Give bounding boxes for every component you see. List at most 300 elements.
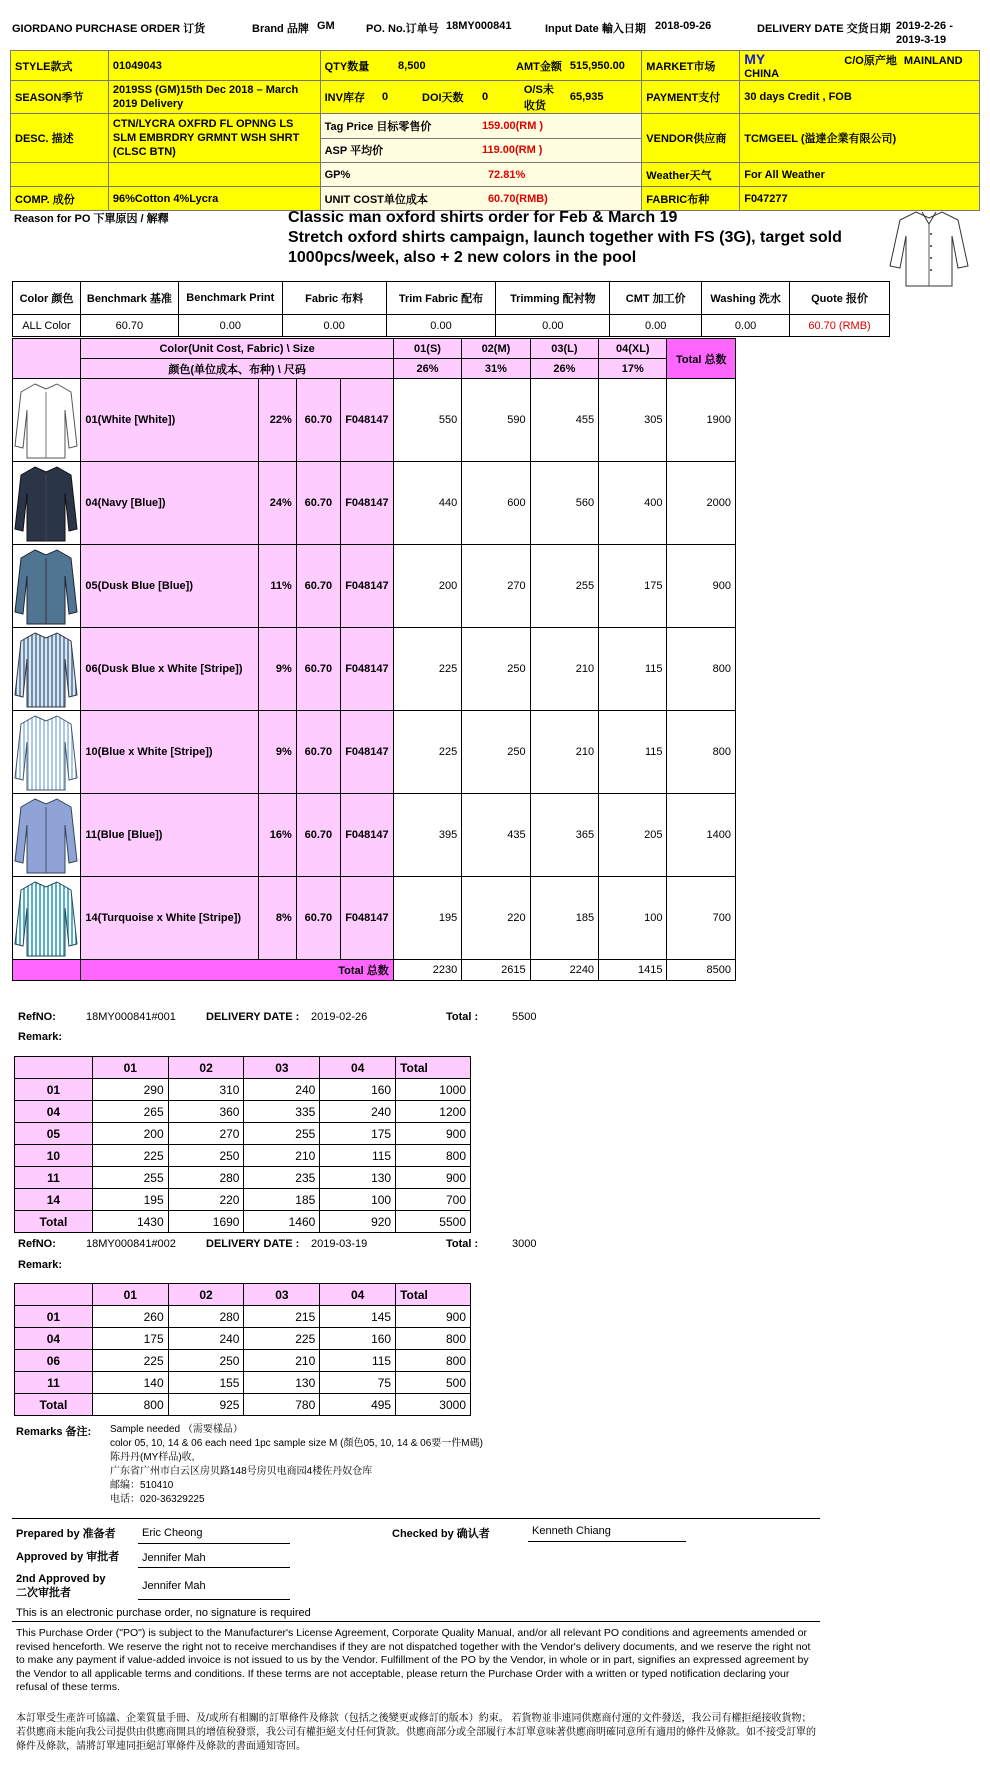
size-head-l: 03(L) (530, 339, 598, 359)
shirt-dusk-blue-icon (13, 546, 79, 626)
cost-head-quote: Quote 报价 (790, 282, 890, 315)
qty-l: 455 (530, 379, 598, 462)
qty-l: 365 (530, 794, 598, 877)
shirt-sketch-icon (886, 206, 972, 290)
delivery1-date-label: DELIVERY DATE : (206, 1011, 300, 1023)
unit-cost-value: 60.70(RMB) (478, 187, 642, 211)
row-total: 900 (667, 545, 736, 628)
row-color: 05(Dusk Blue [Blue]) (81, 545, 258, 628)
qty-04: 115 (320, 1350, 396, 1372)
qty-xl: 305 (599, 379, 667, 462)
cost-quote: 60.70 (RMB) (790, 315, 890, 337)
qty-xl: 400 (599, 462, 667, 545)
reason-label: Reason for PO 下單原因 / 解釋 (14, 213, 169, 225)
row-total: 900 (396, 1306, 471, 1328)
market-value: MY (744, 51, 766, 67)
inv-label: INV库存 (320, 81, 378, 114)
qty-m: 270 (462, 545, 530, 628)
unit-cost-label: UNIT COST单位成本 (320, 187, 478, 211)
qty-m: 600 (462, 462, 530, 545)
row-pct: 16% (258, 794, 296, 877)
delivery2-table (14, 1283, 471, 1416)
cost-color: ALL Color (13, 315, 81, 337)
amt-value: 515,950.00 (566, 51, 642, 81)
qty-xl: 115 (599, 711, 667, 794)
qty-01: 195 (92, 1189, 168, 1211)
delivery2-date-label: DELIVERY DATE : (206, 1238, 300, 1250)
gp-value: 72.81% (478, 163, 642, 187)
qty-xl: 175 (599, 545, 667, 628)
matrix-row (13, 794, 736, 877)
comp-label: COMP. 成份 (11, 187, 109, 211)
os-value: 65,935 (566, 81, 642, 114)
payment-label: PAYMENT支付 (642, 81, 740, 114)
total-m: 2615 (462, 960, 530, 981)
qty-l: 210 (530, 628, 598, 711)
brand-label: Brand 品牌 (252, 23, 309, 35)
cost-washing: 0.00 (702, 315, 790, 337)
qty-04: 495 (320, 1394, 396, 1416)
divider (12, 1518, 820, 1519)
row-total: 3000 (396, 1394, 471, 1416)
cost-head-benchmark-print: Benchmark Print (178, 282, 282, 315)
matrix-head-en: Color(Unit Cost, Fabric) \ Size (81, 339, 393, 359)
d1-col-01: 01 (92, 1057, 168, 1079)
qty-m: 250 (462, 711, 530, 794)
row-total: 700 (396, 1189, 471, 1211)
grand-total: 8500 (667, 960, 736, 981)
row-color-code: 10 (15, 1145, 93, 1167)
qty-03: 210 (244, 1145, 320, 1167)
row-color-code: Total (15, 1394, 93, 1416)
po-number-label: PO. No.订单号 (366, 23, 439, 35)
amt-label: AMT金额 (478, 51, 566, 81)
row-total: 5500 (396, 1211, 471, 1233)
table-row (15, 1079, 471, 1101)
reason-text (288, 208, 842, 268)
total-l: 2240 (530, 960, 598, 981)
qty-s: 395 (393, 794, 461, 877)
fabric-value: F047277 (740, 187, 980, 211)
qty-m: 435 (462, 794, 530, 877)
row-color-code: 14 (15, 1189, 93, 1211)
weather-label: Weather天气 (642, 163, 740, 187)
delivery1-ref-label: RefNO: (18, 1011, 56, 1023)
row-total: 1000 (396, 1079, 471, 1101)
qty-03: 335 (244, 1101, 320, 1123)
row-total: 800 (667, 628, 736, 711)
qty-04: 240 (320, 1101, 396, 1123)
qty-s: 195 (393, 877, 461, 960)
row-color: 14(Turquoise x White [Stripe]) (81, 877, 258, 960)
qty-02: 220 (168, 1189, 244, 1211)
row-total: 1400 (667, 794, 736, 877)
qty-l: 210 (530, 711, 598, 794)
row-total: 800 (667, 711, 736, 794)
origin-value: MAINLAND CHINA (744, 55, 963, 80)
gp-label: GP% (320, 163, 478, 187)
row-fabric: F048147 (341, 711, 394, 794)
qty-04: 145 (320, 1306, 396, 1328)
matrix-row (13, 877, 736, 960)
row-pct: 9% (258, 711, 296, 794)
order-info-grid (10, 50, 980, 211)
matrix-total-row (13, 960, 736, 981)
cost-head-color: Color 颜色 (13, 282, 81, 315)
checked-name: Kenneth Chiang (532, 1525, 611, 1537)
divider (12, 1621, 820, 1622)
delivery2-ref-label: RefNO: (18, 1238, 56, 1250)
style-value: 01049043 (108, 51, 320, 81)
row-cost: 60.70 (296, 545, 340, 628)
delivery-date-label: DELIVERY DATE 交货日期 (757, 23, 891, 35)
row-color-code: 04 (15, 1101, 93, 1123)
row-fabric: F048147 (341, 794, 394, 877)
row-cost: 60.70 (296, 379, 340, 462)
size-matrix-table (12, 338, 736, 981)
prepared-name: Eric Cheong (142, 1527, 203, 1539)
qty-02: 250 (168, 1145, 244, 1167)
qty-m: 250 (462, 628, 530, 711)
qty-02: 270 (168, 1123, 244, 1145)
qty-01: 200 (92, 1123, 168, 1145)
qty-02: 925 (168, 1394, 244, 1416)
row-total: 700 (667, 877, 736, 960)
d2-col-02: 02 (168, 1284, 244, 1306)
qty-04: 100 (320, 1189, 396, 1211)
payment-value: 30 days Credit , FOB (740, 81, 980, 114)
remarks-label: Remarks 备注: (16, 1426, 92, 1438)
table-row (15, 1189, 471, 1211)
qty-s: 550 (393, 379, 461, 462)
table-row (15, 1167, 471, 1189)
size-ratio-l: 26% (530, 359, 598, 379)
cost-head-washing: Washing 洗水 (702, 282, 790, 315)
qty-03: 130 (244, 1372, 320, 1394)
delivery1-table (14, 1056, 471, 1233)
delivery2-ref: 18MY000841#002 (86, 1238, 176, 1250)
row-total: 900 (396, 1123, 471, 1145)
row-color-code: 01 (15, 1306, 93, 1328)
delivery1-total-label: Total : (446, 1011, 479, 1023)
style-label: STYLE款式 (11, 51, 109, 81)
doi-value: 0 (478, 81, 520, 114)
shirt-white-icon (13, 380, 79, 460)
row-total: 800 (396, 1350, 471, 1372)
qty-01: 140 (92, 1372, 168, 1394)
d1-col-02: 02 (168, 1057, 244, 1079)
qty-label: QTY数量 (320, 51, 378, 81)
qty-m: 590 (462, 379, 530, 462)
qty-03: 780 (244, 1394, 320, 1416)
total-xl: 1415 (599, 960, 667, 981)
row-cost: 60.70 (296, 877, 340, 960)
table-row (15, 1101, 471, 1123)
qty-xl: 205 (599, 794, 667, 877)
matrix-total-head: Total 总数 (667, 339, 736, 379)
matrix-total-label: Total 总数 (81, 960, 393, 981)
row-color: 04(Navy [Blue]) (81, 462, 258, 545)
row-fabric: F048147 (341, 379, 394, 462)
qty-m: 220 (462, 877, 530, 960)
row-cost: 60.70 (296, 628, 340, 711)
asp-label: ASP 平均价 (320, 138, 478, 163)
delivery2-total-label: Total : (446, 1238, 479, 1250)
d1-col-total: Total (396, 1057, 471, 1079)
size-ratio-m: 31% (462, 359, 530, 379)
qty-04: 920 (320, 1211, 396, 1233)
row-cost: 60.70 (296, 794, 340, 877)
qty-03: 185 (244, 1189, 320, 1211)
fabric-label: FABRIC布种 (642, 187, 740, 211)
vendor-value: TCMGEEL (溢達企業有限公司) (740, 114, 980, 163)
qty-01: 255 (92, 1167, 168, 1189)
qty-01: 290 (92, 1079, 168, 1101)
vendor-label: VENDOR供应商 (642, 114, 740, 163)
signature-line (528, 1541, 686, 1542)
cost-head-benchmark: Benchmark 基准 (80, 282, 178, 315)
row-fabric: F048147 (341, 877, 394, 960)
qty-02: 310 (168, 1079, 244, 1101)
qty-01: 175 (92, 1328, 168, 1350)
matrix-row (13, 545, 736, 628)
desc-value: CTN/LYCRA OXFRD FL OPNNG LS SLM EMBRDRY GRMNT WSH SHRT (CLSC BTN) (108, 114, 320, 163)
signature-line (138, 1543, 290, 1544)
reason-line-3: 1000pcs/week, also + 2 new colors in the pool (288, 249, 637, 266)
qty-04: 115 (320, 1145, 396, 1167)
cost-head-cmt: CMT 加工价 (610, 282, 702, 315)
approved2-name: Jennifer Mah (142, 1580, 206, 1592)
delivery2-total: 3000 (512, 1238, 537, 1250)
row-cost: 60.70 (296, 711, 340, 794)
row-total: 1200 (396, 1101, 471, 1123)
qty-02: 155 (168, 1372, 244, 1394)
checked-label: Checked by 确认者 (392, 1528, 490, 1540)
row-color: 06(Dusk Blue x White [Stripe]) (81, 628, 258, 711)
doi-label: DOI天数 (418, 81, 478, 114)
row-color-code: Total (15, 1211, 93, 1233)
matrix-row (13, 379, 736, 462)
qty-03: 215 (244, 1306, 320, 1328)
qty-03: 210 (244, 1350, 320, 1372)
qty-xl: 115 (599, 628, 667, 711)
approved2-label-zh: 二次审批者 (16, 1587, 71, 1599)
qty-01: 225 (92, 1145, 168, 1167)
row-total: 800 (396, 1328, 471, 1350)
row-color-code: 11 (15, 1372, 93, 1394)
table-row (15, 1306, 471, 1328)
comp-value: 96%Cotton 4%Lycra (108, 187, 320, 211)
brand-value: GM (317, 20, 335, 32)
qty-l: 255 (530, 545, 598, 628)
delivery-date-end: 2019-3-19 (896, 34, 947, 46)
qty-s: 440 (393, 462, 461, 545)
po-title: GIORDANO PURCHASE ORDER 订货 (12, 23, 206, 35)
size-head-s: 01(S) (393, 339, 461, 359)
qty-04: 75 (320, 1372, 396, 1394)
prepared-label: Prepared by 准备者 (16, 1528, 116, 1540)
os-label: O/S未收货 (520, 81, 566, 114)
row-pct: 8% (258, 877, 296, 960)
reason-line-2: Stretch oxford shirts campaign, launch together with FS (3G), target sold (288, 229, 842, 246)
remark-line: 邮编：510410 (110, 1480, 174, 1491)
qty-03: 235 (244, 1167, 320, 1189)
table-row (15, 1145, 471, 1167)
cost-benchmark: 60.70 (80, 315, 178, 337)
delivery1-total: 5500 (512, 1011, 537, 1023)
qty-01: 265 (92, 1101, 168, 1123)
shirt-blue-stripe-icon (13, 712, 79, 792)
qty-03: 225 (244, 1328, 320, 1350)
delivery2-remark-label: Remark: (18, 1259, 63, 1271)
row-pct: 22% (258, 379, 296, 462)
electronic-note: This is an electronic purchase order, no signature is required (16, 1607, 311, 1619)
delivery-date-start: 2019-2-26 - (896, 20, 953, 32)
remark-line: 电话：020-36329225 (110, 1494, 205, 1505)
row-color-code: 11 (15, 1167, 93, 1189)
market-label: MARKET市场 (642, 51, 740, 81)
delivery1-date: 2019-02-26 (311, 1011, 368, 1023)
d2-col-01: 01 (92, 1284, 168, 1306)
qty-04: 160 (320, 1328, 396, 1350)
matrix-row (13, 711, 736, 794)
cost-breakdown-table (12, 281, 890, 337)
cost-trimming: 0.00 (496, 315, 610, 337)
qty-03: 1460 (244, 1211, 320, 1233)
d2-col-03: 03 (244, 1284, 320, 1306)
qty-04: 175 (320, 1123, 396, 1145)
qty-02: 250 (168, 1350, 244, 1372)
signature-line (138, 1567, 290, 1568)
shirt-turquoise-stripe-icon (13, 878, 79, 958)
cost-cmt: 0.00 (610, 315, 702, 337)
approved-name: Jennifer Mah (142, 1552, 206, 1564)
tag-price-label: Tag Price 目标零售价 (320, 114, 478, 139)
cost-trim-fabric: 0.00 (386, 315, 496, 337)
signature-line (138, 1599, 290, 1600)
matrix-row (13, 462, 736, 545)
terms-zh: 本訂單受生產許可協議、企業質量手冊、及/或所有相關的訂單條件及條款（包括之後變更或修訂的版本）約束。 若貨物並非連同供應商付運的文件發送，我公司有權拒絕接收貨物；若供應商未能向我公司提供由供應商開具的增值稅發票，我公司有權拒絕支付任何貨款。供應商部分或全部履行本訂單意味著供應商明確同意所有適用的條件及條款。如不接受訂單的條件及條款，請將訂單連同拒絕訂單條件及條款的書面通知寄回。 (16, 1713, 816, 1752)
remark-line: Sample needed （需要樣品） (110, 1424, 243, 1435)
d2-col-04: 04 (320, 1284, 396, 1306)
weather-value: For All Weather (740, 163, 980, 187)
inv-value: 0 (378, 81, 418, 114)
terms-en: This Purchase Order ("PO") is subject to the Manufacturer's License Agreement, Corporate Quality Manual, and/or all relevant PO conditions and agreements amended or revised henceforth. We reserve the right not to receive merchandises if they are not dispatched together with the Vendor's delivery documents, and we reserve the right not to make any payment if value-added invoice is not issued to us by the Vendor. Fulfillment of the PO by the Vendor, in whole or in part, signifies an expressed agreement by the Vendor to all applicable terms and conditions. If these terms are not acceptable, please return the Purchase Order with a written or typed notification declaring your refusal of these terms. (16, 1627, 811, 1693)
qty-01: 260 (92, 1306, 168, 1328)
input-date-label: Input Date 輸入日期 (545, 23, 646, 35)
row-pct: 11% (258, 545, 296, 628)
asp-value: 119.00(RM ) (478, 138, 642, 163)
table-row (15, 1372, 471, 1394)
row-total: 500 (396, 1372, 471, 1394)
table-row (15, 1350, 471, 1372)
remark-line: color 05, 10, 14 & 06 each need 1pc sample size M (顏色05, 10, 14 & 06要一件M碼) (110, 1438, 483, 1449)
cost-head-trim-fabric: Trim Fabric 配布 (386, 282, 496, 315)
qty-01: 800 (92, 1394, 168, 1416)
qty-02: 360 (168, 1101, 244, 1123)
season-value: 2019SS (GM)15th Dec 2018 – March 2019 Delivery (108, 81, 320, 114)
row-fabric: F048147 (341, 545, 394, 628)
qty-l: 185 (530, 877, 598, 960)
table-row (15, 1123, 471, 1145)
qty-04: 160 (320, 1079, 396, 1101)
row-cost: 60.70 (296, 462, 340, 545)
size-head-xl: 04(XL) (599, 339, 667, 359)
matrix-row (13, 628, 736, 711)
approved-label: Approved by 审批者 (16, 1551, 120, 1563)
table-row (15, 1328, 471, 1350)
approved2-label-en: 2nd Approved by (16, 1573, 106, 1585)
remark-line: 陈丹丹(MY样品)收, (110, 1452, 195, 1463)
table-row (15, 1394, 471, 1416)
size-head-m: 02(M) (462, 339, 530, 359)
size-ratio-xl: 17% (599, 359, 667, 379)
remark-line: 广东省广州市白云区房贝路148号房贝电商园4楼佐丹奴仓库 (110, 1466, 373, 1477)
shirt-dusk-stripe-icon (13, 629, 79, 709)
qty-02: 1690 (168, 1211, 244, 1233)
row-color: 01(White [White]) (81, 379, 258, 462)
qty-01: 1430 (92, 1211, 168, 1233)
row-total: 1900 (667, 379, 736, 462)
desc-label: DESC. 描述 (11, 114, 109, 163)
row-color-code: 04 (15, 1328, 93, 1350)
qty-03: 255 (244, 1123, 320, 1145)
row-pct: 9% (258, 628, 296, 711)
season-label: SEASON季节 (11, 81, 109, 114)
d1-col-03: 03 (244, 1057, 320, 1079)
table-row (15, 1211, 471, 1233)
shirt-navy-icon (13, 463, 79, 543)
matrix-head-zh: 颜色(单位成本、布种) \ 尺码 (81, 359, 393, 379)
delivery1-ref: 18MY000841#001 (86, 1011, 176, 1023)
qty-xl: 100 (599, 877, 667, 960)
delivery1-remark-label: Remark: (18, 1031, 63, 1043)
row-total: 2000 (667, 462, 736, 545)
d2-col-total: Total (396, 1284, 471, 1306)
qty-02: 240 (168, 1328, 244, 1350)
qty-l: 560 (530, 462, 598, 545)
qty-s: 225 (393, 628, 461, 711)
cost-head-trimming: Trimming 配衬物 (496, 282, 610, 315)
total-s: 2230 (393, 960, 461, 981)
row-total: 900 (396, 1167, 471, 1189)
size-ratio-s: 26% (393, 359, 461, 379)
reason-line-1: Classic man oxford shirts order for Feb & March 19 (288, 209, 678, 226)
row-color: 10(Blue x White [Stripe]) (81, 711, 258, 794)
row-color-code: 06 (15, 1350, 93, 1372)
po-number: 18MY000841 (446, 20, 512, 32)
cost-benchmark-print: 0.00 (178, 315, 282, 337)
qty-02: 280 (168, 1306, 244, 1328)
qty-01: 225 (92, 1350, 168, 1372)
row-fabric: F048147 (341, 628, 394, 711)
input-date: 2018-09-26 (655, 20, 712, 32)
qty-s: 225 (393, 711, 461, 794)
remarks-block (110, 1423, 483, 1507)
qty-s: 200 (393, 545, 461, 628)
delivery2-date: 2019-03-19 (311, 1238, 368, 1250)
row-color: 11(Blue [Blue]) (81, 794, 258, 877)
row-total: 800 (396, 1145, 471, 1167)
origin-label: C/O原产地 (844, 55, 897, 67)
approved2-label (16, 1572, 105, 1600)
shirt-blue-icon (13, 795, 79, 875)
cost-fabric: 0.00 (282, 315, 386, 337)
row-color-code: 05 (15, 1123, 93, 1145)
qty-04: 130 (320, 1167, 396, 1189)
d1-col-04: 04 (320, 1057, 396, 1079)
row-fabric: F048147 (341, 462, 394, 545)
